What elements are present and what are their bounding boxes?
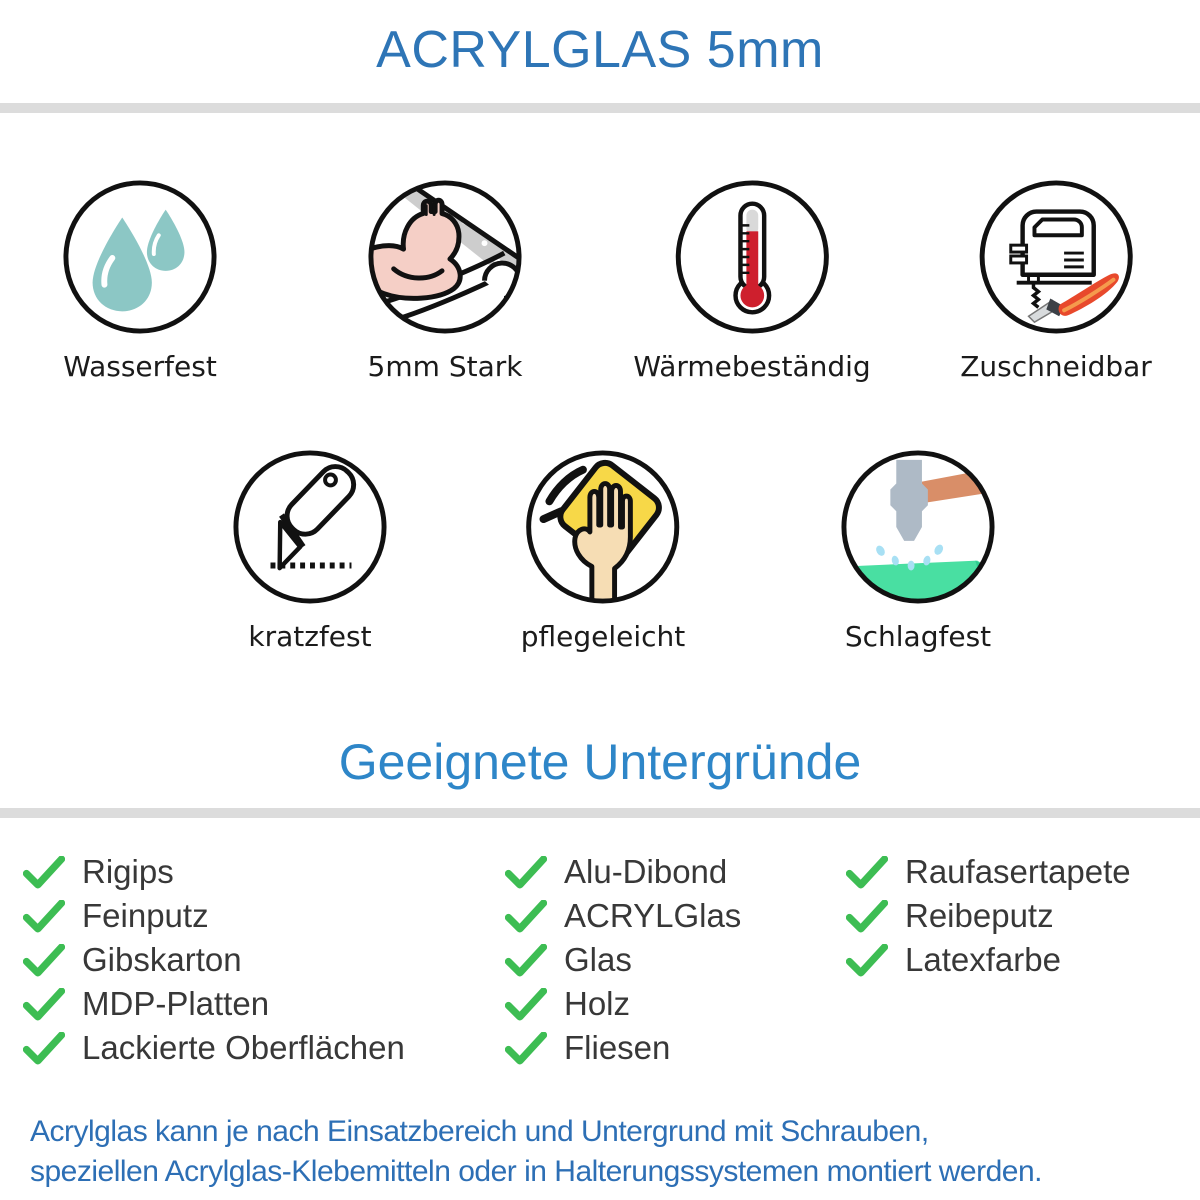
feature-label: kratzfest (248, 620, 372, 653)
check-icon (505, 900, 547, 933)
utility-knife-icon (231, 448, 389, 606)
list-item (23, 894, 405, 938)
page-title: ACRYLGLAS 5mm (376, 21, 824, 79)
list-item (505, 982, 741, 1026)
check-icon (505, 944, 547, 977)
divider-substrates (0, 808, 1200, 818)
list-item-label: Fliesen (564, 1029, 671, 1066)
footer-line-1: Acrylglas kann je nach Einsatzbereich und Untergrund mit Schrauben, (30, 1115, 929, 1148)
substrates-column-2 (505, 850, 741, 1070)
list-item (846, 938, 1131, 982)
feature-label: Wärmebeständig (633, 350, 871, 383)
list-item (505, 938, 741, 982)
list-item-label: Feinputz (82, 897, 209, 934)
feature-pflegeleicht (521, 448, 686, 653)
check-icon (505, 1032, 547, 1065)
feature-label: Schlagfest (844, 620, 992, 653)
check-icon (505, 988, 547, 1021)
list-item-label: Glas (564, 941, 632, 978)
footer-note (30, 1112, 1190, 1192)
list-item (23, 1026, 405, 1070)
divider-top (0, 103, 1200, 113)
substrates-column-1 (23, 850, 405, 1070)
list-item-label: MDP-Platten (82, 985, 270, 1022)
feature-schlagfest (839, 448, 997, 653)
thermometer-icon (673, 178, 831, 336)
list-item (505, 1026, 741, 1070)
footer-line-2: speziellen Acrylglas-Klebemitteln oder in Halterungssystemen montiert werden. (30, 1155, 1042, 1188)
check-icon (23, 900, 65, 933)
check-icon (846, 944, 888, 977)
feature-zuschneidbar (960, 178, 1152, 383)
feature-5mm-stark (366, 178, 524, 383)
list-item (23, 938, 405, 982)
list-item-label: Rigips (82, 853, 174, 890)
substrates-column-3 (846, 850, 1131, 982)
hammer-impact-icon (839, 448, 997, 606)
substrates-heading: Geeignete Untergründe (338, 734, 862, 790)
hand-with-cloth-icon (524, 448, 682, 606)
list-item (505, 894, 741, 938)
check-icon (23, 1032, 65, 1065)
list-item-label: Holz (564, 985, 631, 1022)
feature-label: Wasserfest (63, 350, 217, 383)
jigsaw-cutter-icon (977, 178, 1135, 336)
list-item-label: Latexfarbe (905, 941, 1061, 978)
list-item-label: Reibeputz (905, 897, 1054, 934)
list-item (846, 894, 1131, 938)
list-item-label: Raufasertapete (905, 853, 1131, 890)
list-item (23, 850, 405, 894)
check-icon (23, 856, 65, 889)
feature-label: Zuschneidbar (960, 350, 1152, 383)
feature-kratzfest (231, 448, 389, 653)
feature-wasserfest (61, 178, 219, 383)
list-item-label: ACRYLGlas (564, 897, 742, 934)
list-item (505, 850, 741, 894)
check-icon (846, 856, 888, 889)
feature-label: pflegeleicht (520, 620, 686, 653)
list-item-label: Gibskarton (82, 941, 242, 978)
feature-waermebestaendig (633, 178, 870, 383)
check-icon (23, 988, 65, 1021)
water-drops-icon (61, 178, 219, 336)
check-icon (505, 856, 547, 889)
check-icon (846, 900, 888, 933)
muscle-arm-icon (366, 178, 524, 336)
list-item (23, 982, 405, 1026)
check-icon (23, 944, 65, 977)
feature-label: 5mm Stark (367, 350, 523, 383)
list-item-label: Alu-Dibond (564, 853, 728, 890)
list-item (846, 850, 1131, 894)
list-item-label: Lackierte Oberflächen (82, 1029, 405, 1066)
